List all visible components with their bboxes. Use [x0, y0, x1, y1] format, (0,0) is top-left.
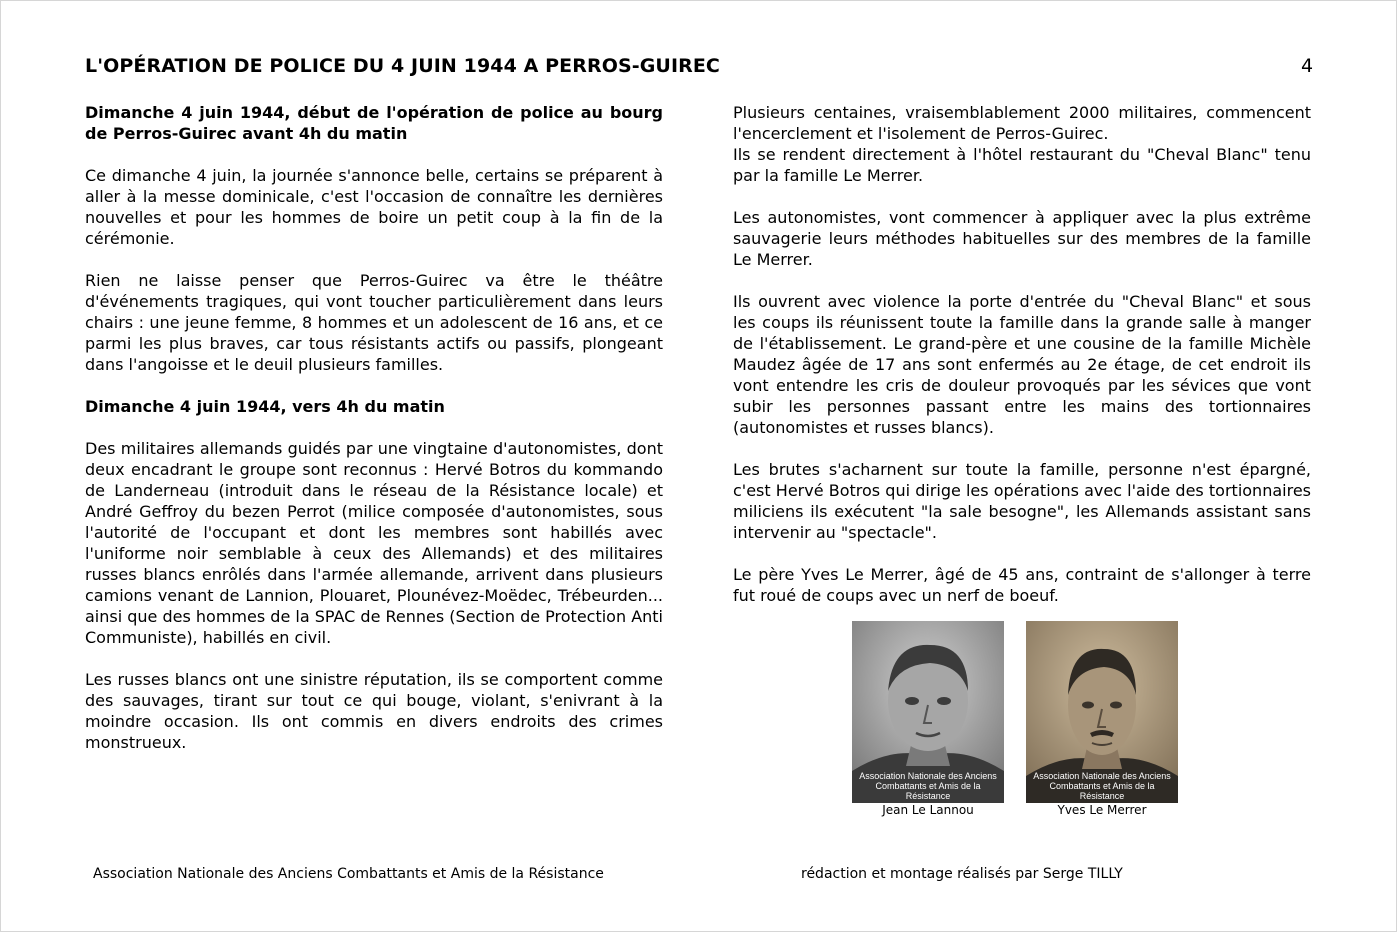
page-number: 4: [1301, 55, 1314, 77]
portrait-photo-yves-le-merrer: [1026, 621, 1178, 803]
paragraph-white-russians: Les russes blancs ont une sinistre réputation, ils se comportent comme des sauvages, tirant sur tout ce qui bouge, violant, s'enivrant à la moindre occasion. Ils ont commis en divers endroits des crimes monstrueux.: [85, 670, 663, 752]
paragraph-autonomists: Les autonomistes, vont commencer à appliquer avec la plus extrême sauvagerie leurs méthodes habituelles sur des membres de la famille Le Merrer.: [733, 208, 1311, 269]
left-column: [85, 102, 663, 774]
footer-credits: rédaction et montage réalisés par Serge TILLY: [801, 866, 1123, 882]
paragraph-sunday-morning: Ce dimanche 4 juin, la journée s'annonce belle, certains se préparent à aller à la messe dominicale, c'est l'occasion de connaître les dernières nouvelles et pour les hommes de boire un petit coup à la fin de la cérémonie.: [85, 166, 663, 248]
photo-watermark: Association Nationale des Anciens Combattants et Amis de la Résistance: [1033, 771, 1171, 801]
paragraph-encirclement: Plusieurs centaines, vraisemblablement 2000 militaires, commencent l'encerclement et l'isolement de Perros-Guirec.: [733, 103, 1311, 143]
paragraph-tragic-events: Rien ne laisse penser que Perros-Guirec va être le théâtre d'événements tragiques, qui vont toucher particulièrement dans leurs chairs : une jeune femme, 8 hommes et un adolescent de 16 ans, et ce parmi les plus braves, car tous résistants actifs ou passifs, plongeant dans l'angoisse et le deuil plusieurs familles.: [85, 271, 663, 374]
portrait-photo-jean-le-lannou: [852, 621, 1004, 803]
photo-caption: Yves Le Merrer: [1057, 803, 1147, 817]
paragraph-brutes: Les brutes s'acharnent sur toute la famille, personne n'est épargné, c'est Hervé Botros qui dirige les opérations avec l'aide des tortionnaires miliciens ils exécutent "la sale besogne", les Allemands assistant sans intervenir au "spectacle".: [733, 460, 1311, 542]
paragraph-violence: Ils ouvrent avec violence la porte d'entrée du "Cheval Blanc" et sous les coups ils réunissent toute la famille dans la grande salle à manger de l'établissement. Le grand-père et une cousine de la famille Michèle Maudez âgée de 17 ans sont enfermés au 2e étage, de cet endroit ils vont entendre les cris de douleur provoqués par les sévices que vont subir les personnes passant entre les mains des tortionnaires (autonomistes et russes blancs).: [733, 292, 1311, 437]
paragraph-german-soldiers: Des militaires allemands guidés par une vingtaine d'autonomistes, dont deux encadrant le groupe sont reconnus : Hervé Botros du kommando de Landerneau (introduit dans le réseau de la Résistance locale) et André Geffroy du bezen Perrot (milice composée d'autonomistes, sous l'autorité de l'occupant et dont les membres sont habillés avec l'uniforme noir semblable à ceux des Allemands) et des militaires russes blancs enrôlés dans l'armée allemande, arrivent dans plusieurs camions venant de Lannion, Plouaret, Plounévez-Moëdec, Trébeurden... ainsi que des hommes de la SPAC de Rennes (Section de Protection Anti Communiste), habillés en civil.: [85, 439, 663, 647]
photo-caption: Jean Le Lannou: [882, 803, 974, 817]
right-column: [733, 102, 1311, 627]
page-title: L'OPÉRATION DE POLICE DU 4 JUIN 1944 A PERROS-GUIREC: [85, 55, 720, 77]
footer-association: Association Nationale des Anciens Combattants et Amis de la Résistance: [93, 866, 604, 882]
section-heading-start: Dimanche 4 juin 1944, début de l'opération de police au bourg de Perros-Guirec avant 4h du matin: [85, 103, 663, 143]
paragraph-cheval-blanc: Ils se rendent directement à l'hôtel restaurant du "Cheval Blanc" tenu par la famille Le Merrer.: [733, 145, 1311, 185]
paragraph-yves-le-merrer: Le père Yves Le Merrer, âgé de 45 ans, contraint de s'allonger à terre fut roué de coups avec un nerf de boeuf.: [733, 565, 1311, 605]
photo-watermark: Association Nationale des Anciens Combattants et Amis de la Résistance: [859, 771, 997, 801]
section-heading-4h: Dimanche 4 juin 1944, vers 4h du matin: [85, 397, 445, 416]
